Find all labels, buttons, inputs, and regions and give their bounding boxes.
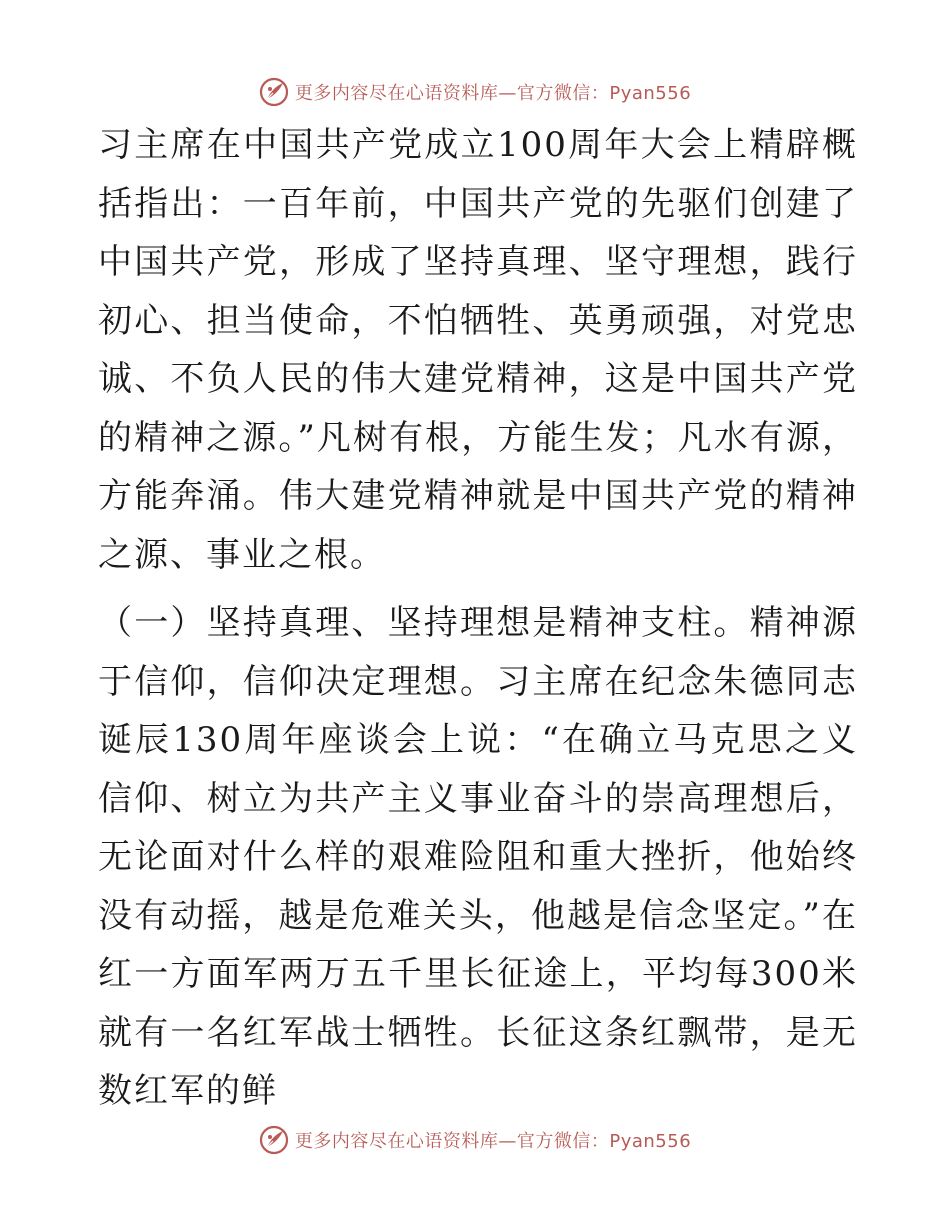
feather-pen-logo-icon <box>259 1125 289 1155</box>
header-watermark <box>0 72 950 112</box>
watermark-group <box>259 1125 691 1155</box>
watermark-text: 更多内容尽在心语资料库—官方微信：Pyan556 <box>294 1131 692 1152</box>
watermark-text: 更多内容尽在心语资料库—官方微信：Pyan556 <box>294 83 692 104</box>
document-body <box>98 116 858 1121</box>
paragraph-intro: 习主席在中国共产党成立100周年大会上精辟概括指出：一百年前，中国共产党的先驱们创建了中国共产党，形成了坚持真理、坚守理想，践行初心、担当使命，不怕牺牲、英勇顽强，对党忠诚、不负人民的伟大建党精神，这是中国共产党的精神之源。”凡树有根，方能生发；凡水有源，方能奔涌。伟大建党精神就是中国共产党的精神之源、事业之根。 <box>98 125 858 575</box>
feather-pen-logo-icon <box>259 77 289 107</box>
footer-watermark <box>0 1120 950 1160</box>
paragraph-section-1: （一）坚持真理、坚持理想是精神支柱。精神源于信仰，信仰决定理想。习主席在纪念朱德同志诞辰130周年座谈会上说：“在确立马克思之义信仰、树立为共产主义事业奋斗的崇高理想后，无论面对什么样的艰难险阻和重大挫折，他始终没有动摇，越是危难关头，他越是信念坚定。”在红一方面军两万五千里长征途上，平均每300米就有一名红军战士牺牲。长征这条红飘带，是无数红军的鲜 <box>98 603 858 1111</box>
watermark-group <box>259 77 691 107</box>
